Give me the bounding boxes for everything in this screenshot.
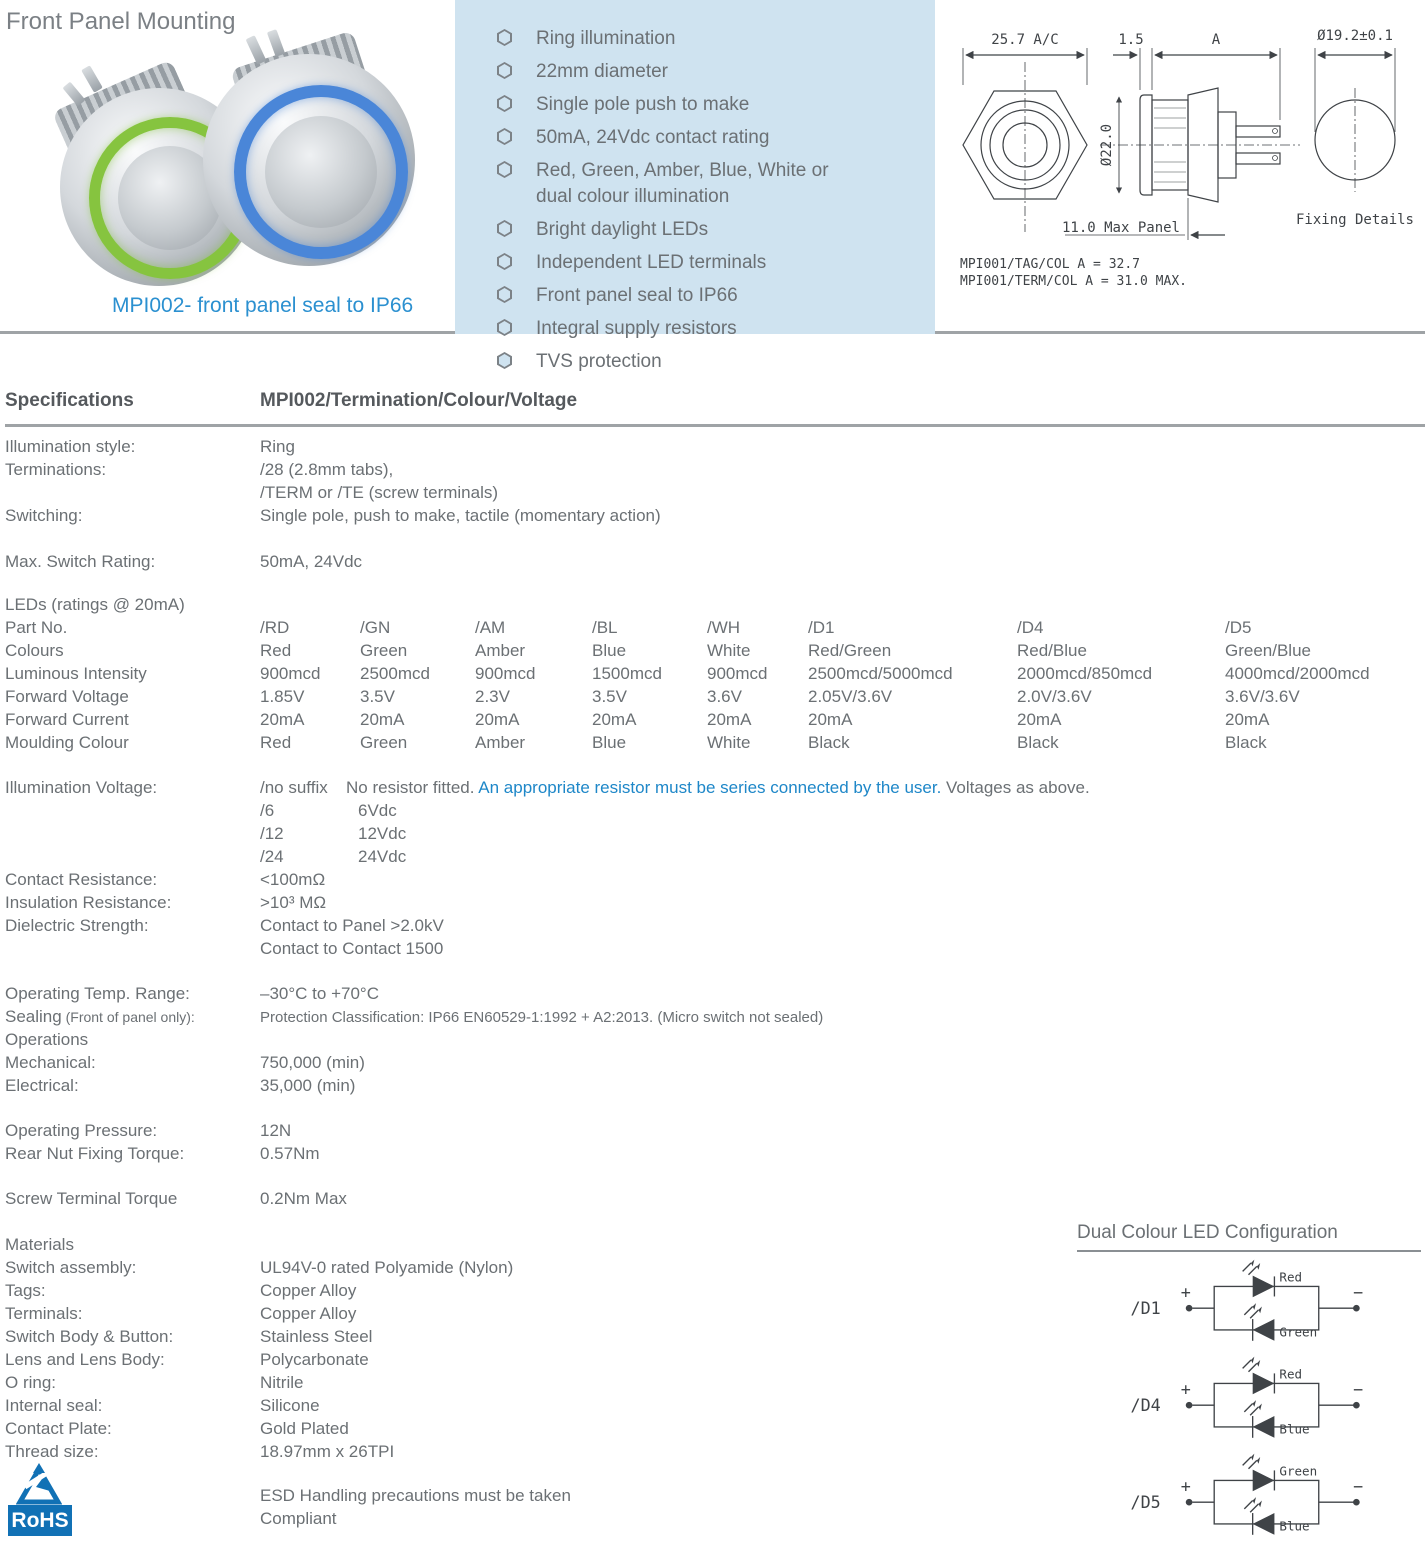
button-blue	[203, 54, 415, 266]
led-diagram-d4	[1077, 1355, 1425, 1447]
materials-heading: Materials	[5, 1235, 74, 1254]
minus-terminal: −	[1353, 1282, 1364, 1303]
led-diagram-label: /D5	[1130, 1492, 1161, 1513]
spec-row: Insulation Resistance: >10³ MΩ	[5, 893, 327, 912]
specifications-heading: Specifications	[5, 390, 134, 411]
led-table-heading: LEDs (ratings @ 20mA)	[5, 595, 185, 614]
led-bottom-label: Blue	[1279, 1518, 1310, 1534]
hexagon-bullet-icon	[497, 128, 512, 145]
hexagon-bullet-icon	[497, 319, 512, 336]
spec-row: Operating Pressure: 12N	[5, 1121, 292, 1140]
led-top-label: Red	[1279, 1366, 1303, 1382]
illumination-voltage-row: Illumination Voltage: /no suffix No resistor fitted. An appropriate resistor must be series connected by the user. Voltages as above.	[5, 778, 1090, 797]
led-table-row-moulding: Moulding Colour Red Green Amber Blue White Black Black Black	[5, 733, 1267, 752]
feature-item: TVS protection	[497, 349, 935, 375]
dual-colour-led-rule	[1077, 1250, 1421, 1252]
part-number-format: MPI002/Termination/Colour/Voltage	[260, 390, 578, 411]
material-row: Terminals: Copper Alloy	[5, 1304, 357, 1323]
hexagon-bullet-icon	[497, 220, 512, 237]
plus-terminal: +	[1180, 1282, 1191, 1303]
plus-terminal: +	[1180, 1476, 1191, 1497]
voltage-option-row: /12 12Vdc	[260, 824, 407, 843]
hexagon-bullet-icon	[497, 253, 512, 270]
material-row: Lens and Lens Body: Polycarbonate	[5, 1350, 369, 1369]
fixing-details-label: Fixing Details	[1295, 212, 1415, 228]
led-table-row-voltage: Forward Voltage 1.85V 3.5V 2.3V 3.5V 3.6V 2.05V/3.6V 2.0V/3.6V 3.6V/3.6V	[5, 687, 1300, 706]
button-face	[265, 116, 377, 228]
drawing-note-term: MPI001/TERM/COL A = 31.0 MAX.	[960, 274, 1187, 289]
esd-warning-icon	[16, 1463, 62, 1505]
hexagon-bullet-icon	[497, 286, 512, 303]
led-diagram-d5	[1077, 1452, 1425, 1544]
spec-row: Rear Nut Fixing Torque: 0.57Nm	[5, 1144, 320, 1163]
product-photo	[35, 30, 455, 292]
material-row: Switch Body & Button: Stainless Steel	[5, 1327, 373, 1346]
terminal-pin	[246, 35, 267, 65]
spec-row: Sealing (Front of panel only): Protection Classification: IP66 EN60529-1:1992 + A2:2013. (Micro switch not sealed)	[5, 1007, 824, 1026]
spec-row: Contact Resistance: <100mΩ	[5, 870, 326, 889]
esd-row: ESD Handling precautions must be taken	[260, 1486, 571, 1505]
material-row: Internal seal: Silicone	[5, 1396, 320, 1415]
spec-row: Operations	[5, 1030, 89, 1049]
spec-row: /TERM or /TE (screw terminals)	[260, 483, 499, 502]
material-row: Tags: Copper Alloy	[5, 1281, 357, 1300]
terminal-pin	[81, 65, 103, 93]
feature-item: Integral supply resistors	[497, 316, 935, 342]
spec-row: Screw Terminal Torque 0.2Nm Max	[5, 1189, 347, 1208]
feature-item: Independent LED terminals	[497, 250, 935, 276]
dual-colour-led-section	[1077, 1222, 1425, 1549]
spec-row: Mechanical: 750,000 (min)	[5, 1053, 365, 1072]
spec-row: Electrical: 35,000 (min)	[5, 1076, 356, 1095]
dim-across-corners: 25.7 A/C	[991, 32, 1059, 48]
led-diagram-label: /D4	[1130, 1395, 1161, 1416]
page-title: Front Panel Mounting	[6, 8, 236, 35]
feature-list	[455, 0, 935, 375]
dim-a: A	[1211, 32, 1221, 48]
dual-colour-led-heading: Dual Colour LED Configuration	[1077, 1222, 1338, 1243]
feature-item: Front panel seal to IP66	[497, 283, 935, 309]
specifications-rule	[5, 424, 1425, 427]
feature-item: 50mA, 24Vdc contact rating	[497, 125, 935, 151]
hexagon-bullet-icon	[497, 352, 512, 369]
led-bottom-label: Green	[1279, 1324, 1318, 1340]
feature-item: Ring illumination	[497, 26, 935, 52]
blue-illumination-ring	[234, 85, 408, 259]
feature-item: Red, Green, Amber, Blue, White or dual colour illumination	[497, 158, 935, 210]
led-table-row-intensity: Luminous Intensity 900mcd 2500mcd 900mcd 1500mcd 900mcd 2500mcd/5000mcd 2000mcd/850mcd 4000mcd/2000mcd	[5, 664, 1370, 683]
led-diagram-label: /D1	[1130, 1298, 1161, 1319]
dim-hole: Ø19.2±0.1	[1317, 28, 1393, 44]
voltage-option-row: /24 24Vdc	[260, 847, 407, 866]
plus-terminal: +	[1180, 1379, 1191, 1400]
material-row: Contact Plate: Gold Plated	[5, 1419, 349, 1438]
terminal-pin	[267, 29, 285, 57]
led-table-row-current: Forward Current 20mA 20mA 20mA 20mA 20mA 20mA 20mA 20mA	[5, 710, 1270, 729]
hexagon-bullet-icon	[497, 62, 512, 79]
feature-item: Single pole push to make	[497, 92, 935, 118]
hexagon-bullet-icon	[497, 29, 512, 46]
led-table-row-colour: Colours Red Green Amber Blue White Red/Green Red/Blue Green/Blue	[5, 641, 1311, 660]
rohs-badge: RoHS	[8, 1505, 72, 1536]
led-diagram-d1	[1077, 1258, 1425, 1350]
hexagon-bullet-icon	[497, 161, 512, 178]
spec-row: Switching: Single pole, push to make, tactile (momentary action)	[5, 506, 661, 525]
feature-item: Bright daylight LEDs	[497, 217, 935, 243]
led-table-row-part: Part No. /RD /GN /AM /BL /WH /D1 /D4 /D5	[5, 618, 1252, 637]
spec-row: Operating Temp. Range: –30°C to +70°C	[5, 984, 379, 1003]
voltage-option-row: /6 6Vdc	[260, 801, 397, 820]
spec-row: Max. Switch Rating: 50mA, 24Vdc	[5, 552, 363, 571]
led-top-label: Red	[1279, 1269, 1303, 1285]
terminal-pin	[62, 82, 85, 107]
spec-row: Dielectric Strength: Contact to Panel >2.0kV	[5, 916, 444, 935]
minus-terminal: −	[1353, 1379, 1364, 1400]
rohs-row: Compliant	[260, 1509, 337, 1528]
spec-row: Terminations: /28 (2.8mm tabs),	[5, 460, 394, 479]
features-panel	[455, 0, 935, 372]
dim-body: Ø22.0	[1099, 123, 1115, 167]
spec-row: Illumination style: Ring	[5, 437, 295, 456]
technical-drawing	[935, 0, 1425, 332]
dim-panel: 11.0 Max Panel	[1061, 220, 1181, 236]
product-caption: MPI002- front panel seal to IP66	[112, 294, 414, 317]
spec-row: Contact to Contact 1500	[260, 939, 444, 958]
feature-item: 22mm diameter	[497, 59, 935, 85]
minus-terminal: −	[1353, 1476, 1364, 1497]
led-top-label: Green	[1279, 1463, 1318, 1479]
resistor-note: An appropriate resistor must be series connected by the user.	[478, 778, 942, 797]
dim-bezel: 1.5	[1118, 32, 1144, 48]
material-row: Switch assembly: UL94V-0 rated Polyamide (Nylon)	[5, 1258, 514, 1277]
led-bottom-label: Blue	[1279, 1421, 1310, 1437]
drawing-note-tag: MPI001/TAG/COL A = 32.7	[960, 257, 1141, 272]
material-row: Thread size: 18.97mm x 26TPI	[5, 1442, 395, 1461]
material-row: O ring: Nitrile	[5, 1373, 304, 1392]
hexagon-bullet-icon	[497, 95, 512, 112]
